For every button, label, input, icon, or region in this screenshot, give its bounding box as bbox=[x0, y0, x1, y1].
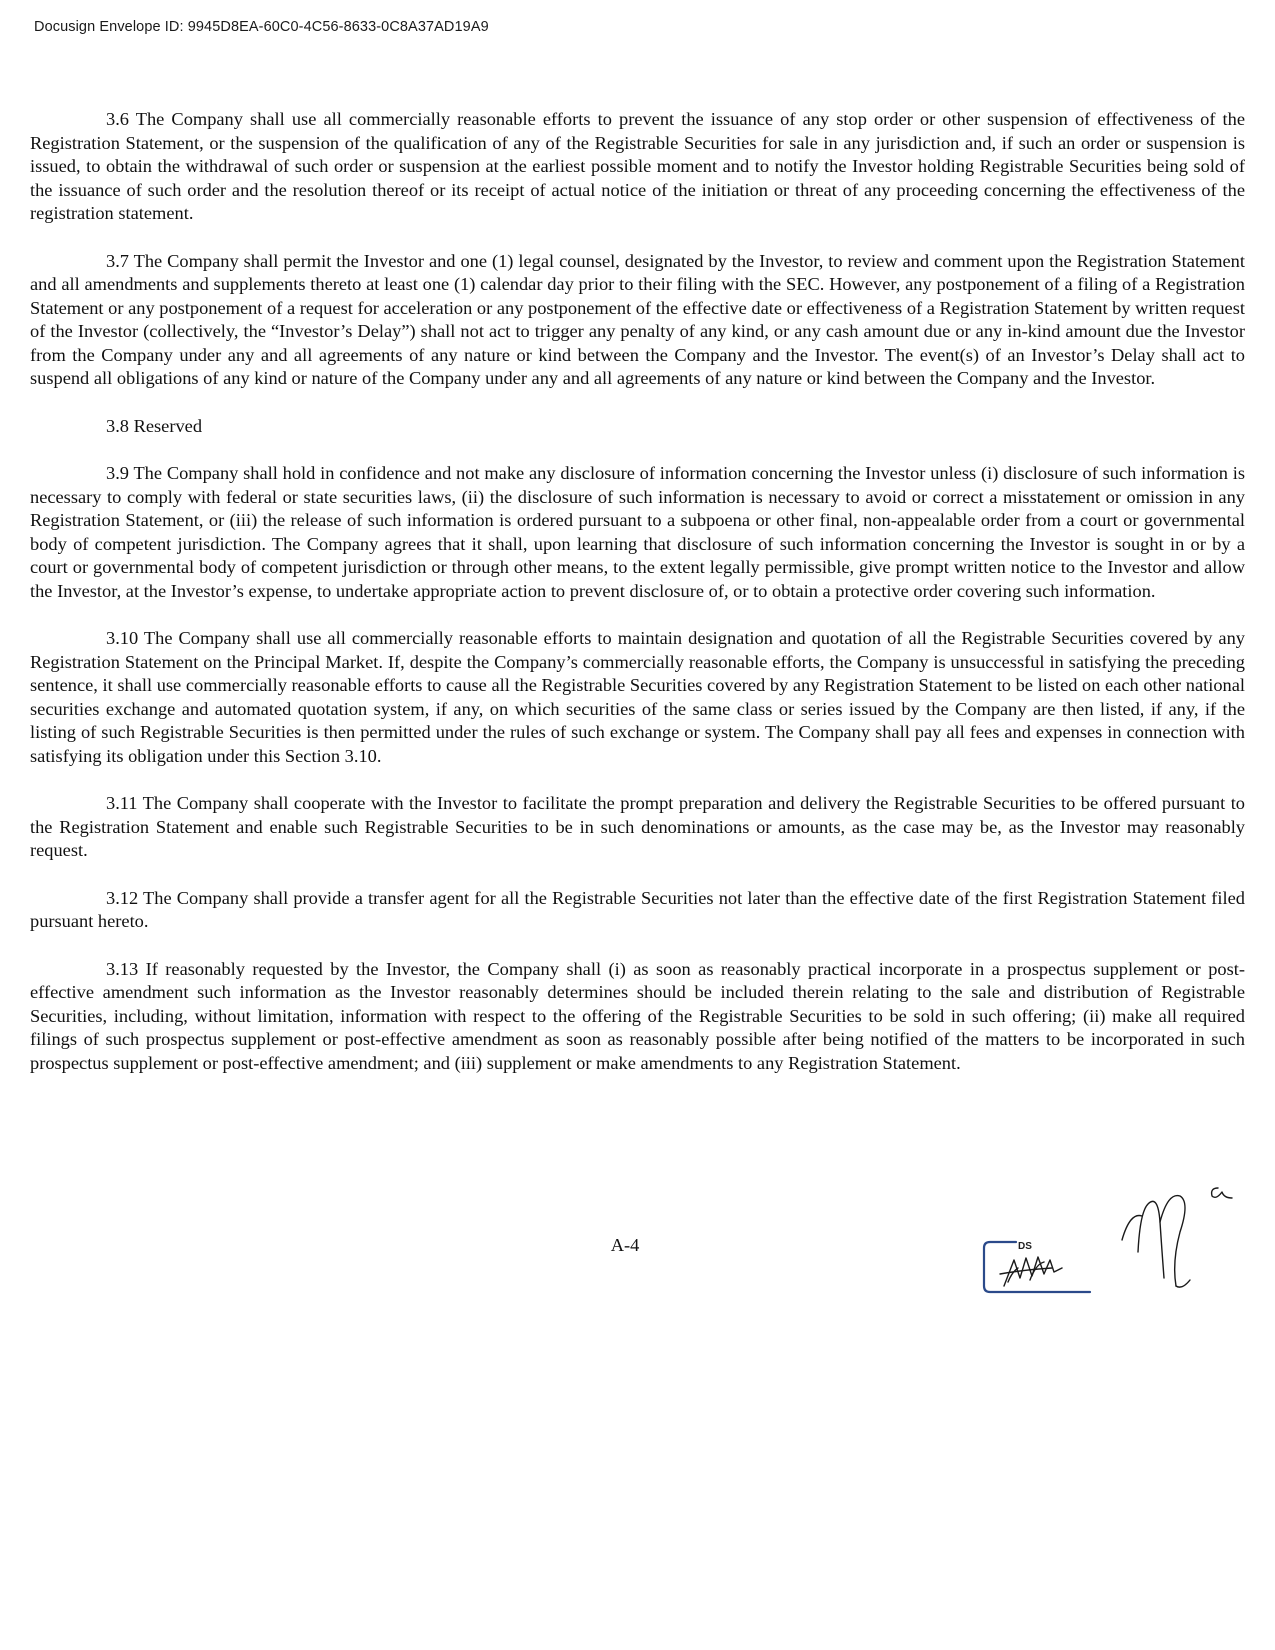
docusign-envelope-id: Docusign Envelope ID: 9945D8EA-60C0-4C56-8633-0C8A37AD19A9 bbox=[34, 19, 489, 35]
docusign-ds-label: DS bbox=[1018, 1241, 1032, 1252]
handwritten-initials-icon bbox=[1120, 1182, 1240, 1302]
section-3-13-paragraph: 3.13 If reasonably requested by the Investor, the Company shall (i) as soon as reasonably practical incorporate in a prospectus supplement or post-effective amendment such information as the Investor reasonably determines should be included therein relating to the sale and distribution of Registrable Securities, including, without limitation, information with respect to the offering of the Registrable Securities to be sold in such offering; (ii) make all required filings of such prospectus supplement or post-effective amendment as soon as reasonably possible after being notified of the matters to be incorporated in such prospectus supplement or post-effective amendment; and (iii) supplement or make amendments to any Registration Statement. bbox=[30, 958, 1245, 1073]
section-3-10-paragraph: 3.10 The Company shall use all commercially reasonable efforts to maintain designation and quotation of all the Registrable Securities covered by any Registration Statement on the Principal Market. If, despite the Company’s commercially reasonable efforts, the Company is unsuccessful in satisfying the preceding sentence, it shall use commercially reasonable efforts to cause all the Registrable Securities covered by any Registration Statement to be listed on each other national securities exchange and automated quotation system, if any, on which securities of the same class or series issued by the Company are then listed, if any, if the listing of such Registrable Securities is then permitted under the rules of such exchange or system. The Company shall pay all fees and expenses in connection with satisfying its obligation under this Section 3.10. bbox=[30, 628, 1245, 766]
initials-scribble-icon bbox=[1000, 1257, 1062, 1286]
section-3-12-paragraph: 3.12 The Company shall provide a transfer agent for all the Registrable Securities not later than the effective date of the first Registration Statement filed pursuant hereto. bbox=[30, 887, 1245, 931]
document-body bbox=[30, 108, 1245, 1099]
section-3-8-paragraph: 3.8 Reserved bbox=[106, 415, 203, 436]
page-number: A-4 bbox=[610, 1235, 640, 1255]
section-3-9-paragraph: 3.9 The Company shall hold in confidence and not make any disclosure of information concerning the Investor unless (i) disclosure of such information is necessary to comply with federal or state securities laws, (ii) the disclosure of such information is necessary to avoid or correct a misstatement or omission in any Registration Statement, or (iii) the release of such information is ordered pursuant to a subpoena or other final, non-appealable order from a court or governmental body of competent jurisdiction. The Company agrees that it shall, upon learning that disclosure of such information concerning the Investor is sought in or by a court or governmental body of competent jurisdiction or through other means, to the extent legally permissible, give prompt written notice to the Investor and allow the Investor, at the Investor’s expense, to undertake appropriate action to prevent disclosure of, or to obtain a protective order covering such information. bbox=[30, 463, 1245, 601]
section-3-11-paragraph: 3.11 The Company shall cooperate with the Investor to facilitate the prompt preparation and delivery the Registrable Securities to be offered pursuant to the Registration Statement and enable such Registrable Securities to be in such denominations or amounts, as the case may be, as the Investor may reasonably request. bbox=[30, 793, 1245, 860]
section-3-6-paragraph: 3.6 The Company shall use all commercially reasonable efforts to prevent the issuance of any stop order or other suspension of effectiveness of the Registration Statement, or the suspension of the qualification of any of the Registrable Securities for sale in any jurisdiction and, if such an order or suspension is issued, to obtain the withdrawal of such order or suspension at the earliest possible moment and to notify the Investor holding Registrable Securities being sold of the issuance of such order and the resolution thereof or its receipt of actual notice of the initiation or threat of any proceeding concerning the effectiveness of the registration statement. bbox=[30, 109, 1245, 223]
docusign-initials-box bbox=[982, 1238, 1092, 1296]
section-3-7-paragraph: 3.7 The Company shall permit the Investor and one (1) legal counsel, designated by the Investor, to review and comment upon the Registration Statement and all amendments and supplements thereto at least one (1) calendar day prior to their filing with the SEC. However, any postponement of a filing of a Registration Statement or any postponement of a request for acceleration or any postponement of the effective date or effectiveness of a Registration Statement by written request of the Investor (collectively, the “Investor’s Delay”) shall not act to trigger any penalty of any kind, or any cash amount due or any in-kind amount due the Investor from the Company under any and all agreements of any nature or kind between the Company and the Investor. The event(s) of an Investor’s Delay shall act to suspend all obligations of any kind or nature of the Company under any and all agreements of any nature or kind between the Company and the Investor. bbox=[30, 250, 1245, 388]
